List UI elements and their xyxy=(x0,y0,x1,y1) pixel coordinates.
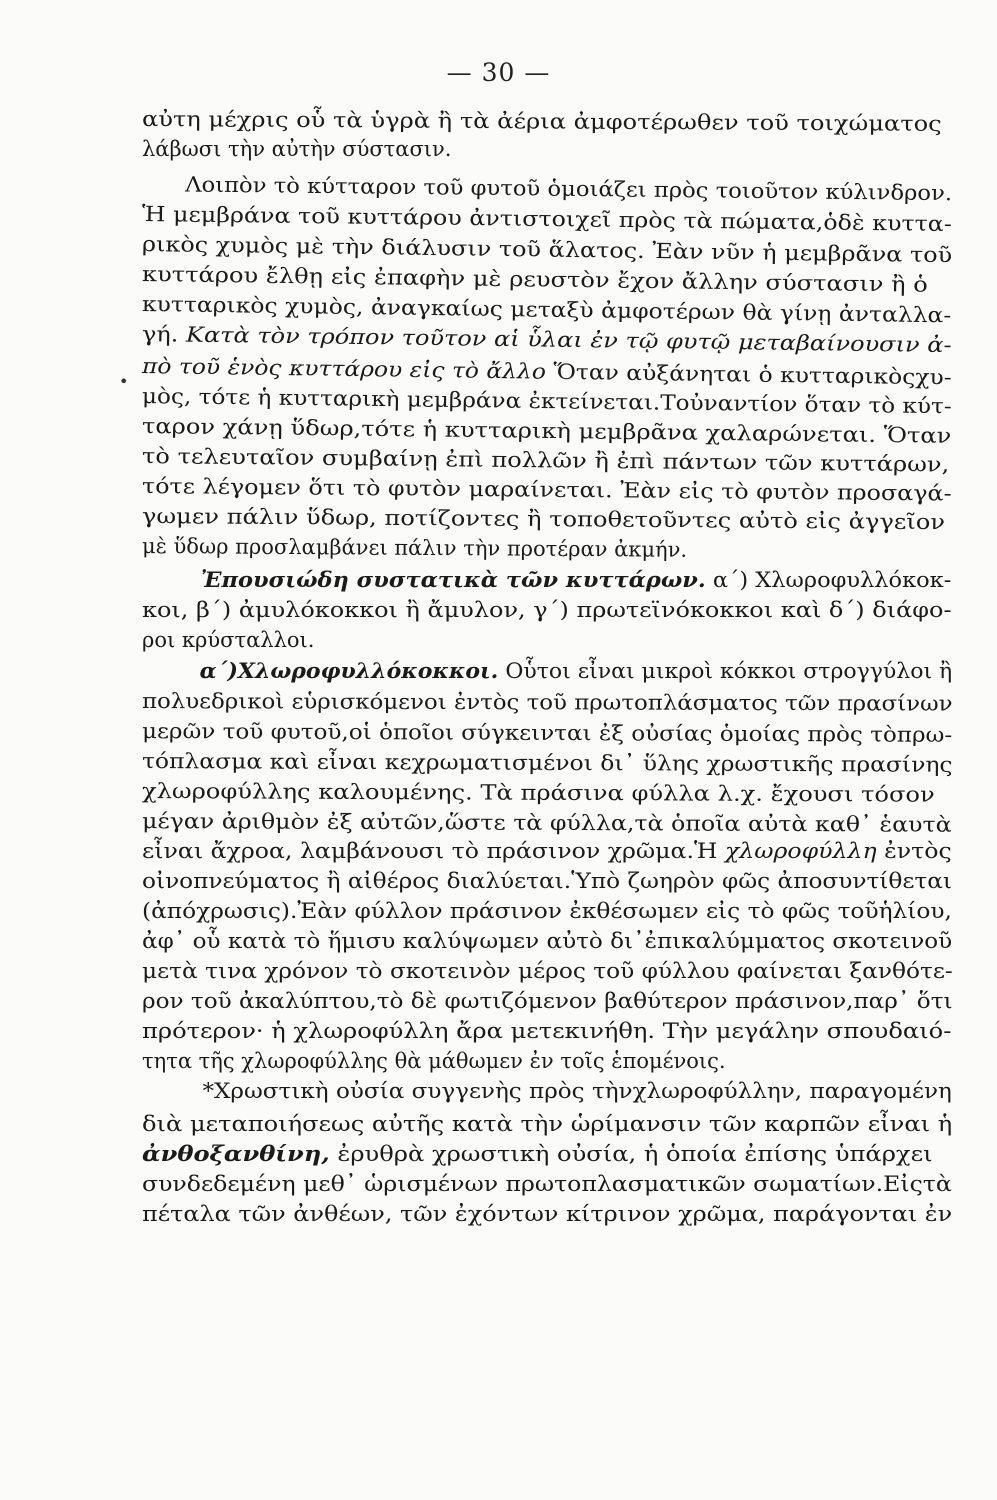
text-span: εἶναι ἄχροα, λαμβάνουσι τὸ πράσινον χρῶμα.Ἡ xyxy=(142,839,725,863)
text-line xyxy=(142,532,687,564)
text-span: λάβωσι τὴν αὐτὴν σύστασιν. xyxy=(142,137,452,161)
text-line xyxy=(142,1200,952,1228)
text-span: συνδεδεμένη μεθ᾽ ὡρισμένων πρωτοπλασματικῶν σωματίων.Εἰςτὰ xyxy=(142,1172,952,1196)
text-line xyxy=(142,1170,952,1198)
text-line xyxy=(142,1047,726,1075)
text-line xyxy=(142,867,952,895)
text-span: α΄) Χλωροφυλλόκοκ- xyxy=(705,568,952,592)
text-line xyxy=(142,927,952,955)
text-span: Ἡ μεμβράνα τοῦ κυττάρου ἀντιστοιχεῖ πρὸς τὰ πώματα,ὁδὲ κυττα- xyxy=(141,202,953,236)
text-span: πολυεδρικοὶ εὑρισκόμενοι ἐντὸς τοῦ πρωτοπλάσματος τῶν πρασίνων xyxy=(141,689,953,716)
text-span: μερῶν τοῦ φυτοῦ,οἱ ὁποῖοι σύγκεινται ἐξ οὐσίας ὁμοίας πρὸς τὸπρω- xyxy=(141,719,953,747)
text-span: κυττάρου ἔλθῃ εἰς ἐπαφὴν μὲ ρευστὸν ἔχον ἄλλην σύστασιν ἢ ὁ xyxy=(141,262,929,297)
text-span: αὐτη μέχρις οὗ τὰ ὑγρὰ ἢ τὰ ἀέρια ἀμφοτέρωθεν τοῦ τοιχώματος xyxy=(141,107,942,136)
text-span: ταρον χάνῃ ὕδωρ,τότε ἡ κυτταρικὴ μεμβρᾶνα χαλαρώνεται. Ὅταν xyxy=(141,414,952,448)
margin-mark: • xyxy=(119,372,129,391)
text-line xyxy=(142,957,953,985)
emphasis-text: πὸ τοῦ ἑνὸς κυττάρου εἰς τὸ ἄλλο xyxy=(141,354,547,384)
text-span: τόπλασμα καὶ εἶναι κεχρωματισμένοι δι᾽ ὕλης χρωστικῆς πρασίνης xyxy=(141,749,953,777)
text-span: ἀφ᾽ οὗ κατὰ τὸ ἥμισυ καλύψωμεν αὐτὸ δι᾽ἐπικαλύμματος σκοτεινοῦ xyxy=(142,929,953,953)
text-span: Ὅταν αὐξάνηται ὁ κυτταρικὸςχυ- xyxy=(545,359,952,390)
emphasis-text: α΄)Χλωροφυλλόκοκκοι. xyxy=(199,658,499,683)
text-span: μὲ ὕδωρ προσλαμβάνει πάλιν τὴν προτέραν ἀκμήν. xyxy=(141,534,688,562)
text-span: μετὰ τινα χρόνον τὸ σκοτεινὸν μέρος τοῦ φύλλου φαίνεται ξανθότε- xyxy=(142,959,953,983)
text-line xyxy=(142,807,952,839)
text-span: τητα τῆς χλωροφύλλης θὰ μάθωμεν ἐν τοῖς ἑπομένοις. xyxy=(142,1049,726,1073)
text-span: (ἀπόχρωσις).Ἐὰν φύλλον πράσινον ἐκθέσωμεν εἰς τὸ φῶς τοῦἡλίου, xyxy=(142,899,952,923)
text-line xyxy=(142,105,942,138)
text-line xyxy=(142,596,952,624)
page-number: — 30 — xyxy=(446,58,551,87)
text-span: τὸ τελευταῖον συμβαίνῃ ἐπὶ πολλῶν ἢ ἐπὶ πάντων τῶν κυττάρων, xyxy=(141,444,950,477)
text-line xyxy=(142,747,953,779)
text-span: ἐρυθρὰ χρωστικὴ οὐσία, ἡ ὁποία ἐπίσης ὑπάρχει xyxy=(329,1142,933,1166)
text-line xyxy=(142,1077,952,1105)
text-line xyxy=(142,987,953,1015)
text-line xyxy=(142,566,951,594)
text-span: οἰνοπνεύματος ἢ αἰθέρος διαλύεται.Ὑπὸ ζωηρὸν φῶς ἀποσυντίθεται xyxy=(142,869,952,893)
text-line xyxy=(142,135,451,163)
text-line xyxy=(142,687,953,718)
text-line xyxy=(142,502,945,536)
text-span: πέταλα τῶν ἀνθέων, τῶν ἐχόντων κίτρινον χρῶμα, παράγονται ἐν xyxy=(142,1202,953,1226)
text-span: Οὗτοι εἶναι μικροὶ κόκκοι στρογγύλοι ἢ xyxy=(498,659,953,683)
text-line xyxy=(142,1017,951,1045)
text-span: μὸς, τότε ἡ κυτταρικὴ μεμβράνα ἐκτείνεται.Τοὐναντίον ὅταν τὸ κύτ- xyxy=(141,384,952,419)
text-span: χλωροφύλλης καλουμένης. Τὰ πράσινα φύλλα λ.χ. ἔχουσι τόσον xyxy=(141,779,935,807)
emphasis-text: Ἐπουσιώδη συστατικὰ τῶν κυττάρων. xyxy=(200,567,706,592)
text-span: *Χρωστικὴ οὐσία συγγενὴς πρὸς τὴνχλωροφύλλην, παραγομένη xyxy=(202,1079,952,1103)
text-line xyxy=(142,1110,952,1138)
text-span: ρον τοῦ ἀκαλύπτου,τὸ δὲ φωτιζόμενον βαθύτερον πράσινον,παρ᾽ ὅτι xyxy=(142,989,953,1013)
text-line xyxy=(142,777,935,809)
text-span: τότε λέγομεν ὅτι τὸ φυτὸν μαραίνεται. Ἐὰν εἰς τὸ φυτὸν προσαγά- xyxy=(141,474,952,506)
text-span: ἐντὸς xyxy=(876,839,952,863)
text-span: γωμεν πάλιν ὕδωρ, ποτίζοντες ἢ τοποθετοῦντες αὐτὸ εἰς ἀγγεῖον xyxy=(141,504,946,535)
text-line xyxy=(142,1140,933,1168)
text-line xyxy=(142,897,952,925)
text-span: διὰ μεταποιήσεως αὐτῆς κατὰ τὴν ὡρίμανσιν τῶν καρπῶν εἶναι ἡ xyxy=(142,1112,953,1136)
text-span: κυτταρικὸς χυμὸς, ἀναγκαίως μεταξὺ ἀμφοτέρων θὰ γίνῃ ἀνταλλα- xyxy=(141,292,952,328)
text-span: μέγαν ἀριθμὸν ἐξ αὐτῶν,ὥστε τὰ φύλλα,τὰ ὁποῖα αὐτὰ καθ᾽ ἑαυτὰ xyxy=(141,809,952,837)
text-line xyxy=(142,717,952,749)
text-span: Λοιπὸν τὸ κύτταρον τοῦ φυτοῦ ὁμοιάζει πρὸς τοιοῦτον κύλινδρον. xyxy=(185,172,953,206)
text-span: κοι, β΄) ἀμυλόκοκκοι ἢ ἄμυλον, γ΄) πρωτεϊνόκοκκοι καὶ δ΄) διάφο- xyxy=(142,598,952,622)
emphasis-text: Κατὰ τὸν τρόπον τοῦτον αἱ ὗλαι ἐν τῷ φυτῷ μεταβαίνουσιν ἀ- xyxy=(185,322,952,358)
text-line xyxy=(142,837,952,865)
text-span: ροι κρύσταλλοι. xyxy=(142,628,315,652)
text-line xyxy=(142,657,952,685)
text-span: πρότερον· ἡ χλωροφύλλη ἄρα μετεκινήθη. Τὴν μεγάλην σπουδαιό- xyxy=(142,1019,952,1043)
text-span: γή. xyxy=(141,322,187,347)
emphasis-text: ἀνθοξανθίνη, xyxy=(142,1141,330,1166)
text-line xyxy=(142,626,314,654)
emphasis-text: χλωροφύλλη xyxy=(724,839,877,863)
text-span: ρικὸς χυμὸς μὲ τὴν διάλυσιν τοῦ ἅλατος. Ἐὰν νῦν ἡ μεμβρᾶνα τοῦ xyxy=(141,232,953,268)
